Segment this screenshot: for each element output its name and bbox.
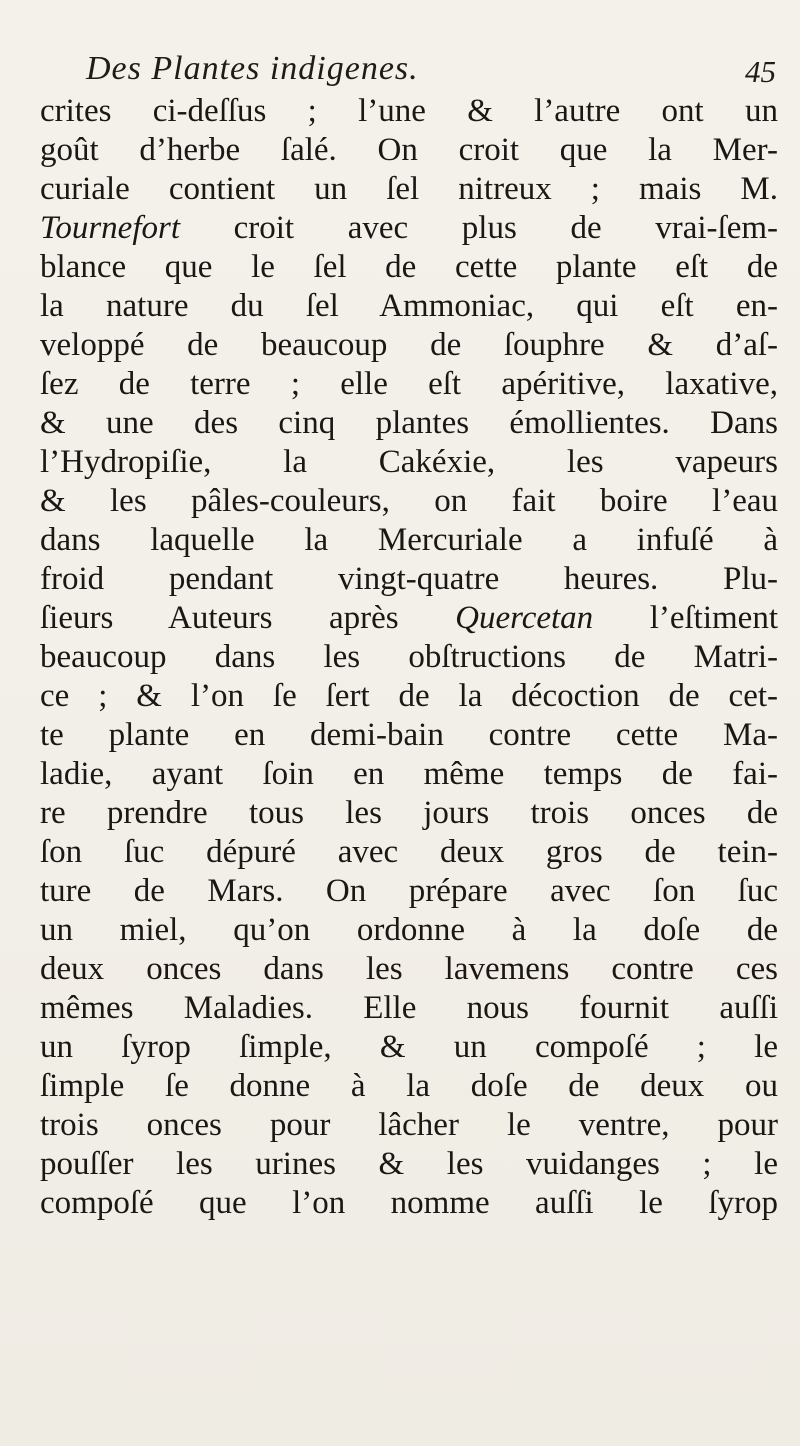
text-line: ce ; & l’on ſe ſert de la décoction de cet- xyxy=(40,678,778,714)
text-line: un miel, qu’on ordonne à la doſe de xyxy=(40,912,778,948)
body-text xyxy=(40,92,778,1223)
text-line: veloppé de beaucoup de ſouphre & d’aſ- xyxy=(40,327,778,363)
text-line: la nature du ſel Ammoniac, qui eſt en- xyxy=(40,288,778,324)
text-line: ſon ſuc dépuré avec deux gros de tein- xyxy=(40,834,778,870)
text-line: ſieurs Auteurs après Quercetan l’eſtiment xyxy=(40,600,778,636)
text-line: beaucoup dans les obſtructions de Matri- xyxy=(40,639,778,675)
text-line: ture de Mars. On prépare avec ſon ſuc xyxy=(40,873,778,909)
text-line: ſimple ſe donne à la doſe de deux ou xyxy=(40,1068,778,1104)
text-line: blance que le ſel de cette plante eſt de xyxy=(40,249,778,285)
text-line: compoſé que l’on nomme auſſi le ſyrop xyxy=(40,1185,778,1221)
author-name: Tournefort xyxy=(40,210,180,246)
text-line: curiale contient un ſel nitreux ; mais M. xyxy=(40,171,778,207)
text-line: ſez de terre ; elle eſt apéritive, laxative, xyxy=(40,366,778,402)
text-line: te plante en demi-bain contre cette Ma- xyxy=(40,717,778,753)
text-line: crites ci-deſſus ; l’une & l’autre ont un xyxy=(40,93,778,129)
text-line: dans laquelle la Mercuriale a infuſé à xyxy=(40,522,778,558)
text-line: trois onces pour lâcher le ventre, pour xyxy=(40,1107,778,1143)
text-line: ladie, ayant ſoin en même temps de fai- xyxy=(40,756,778,792)
running-title: Des Plantes indigenes. xyxy=(86,50,419,87)
text-line: deux onces dans les lavemens contre ces xyxy=(40,951,778,987)
text-line: Tournefort croit avec plus de vrai-ſem- xyxy=(40,210,778,246)
text-line: re prendre tous les jours trois onces de xyxy=(40,795,778,831)
text-line: froid pendant vingt-quatre heures. Plu- xyxy=(40,561,778,597)
text-line: goût d’herbe ſalé. On croit que la Mer- xyxy=(40,132,778,168)
author-name: Quercetan xyxy=(455,600,594,636)
text-line: un ſyrop ſimple, & un compoſé ; le xyxy=(40,1029,778,1065)
text-line: l’Hydropiſie, la Cakéxie, les vapeurs xyxy=(40,444,778,480)
text-line: & les pâles-couleurs, on fait boire l’eau xyxy=(40,483,778,519)
page-number: 45 xyxy=(745,54,776,89)
text-line: mêmes Maladies. Elle nous fournit auſſi xyxy=(40,990,778,1026)
text-line: pouſſer les urines & les vuidanges ; le xyxy=(40,1146,778,1182)
text-line: & une des cinq plantes émollientes. Dans xyxy=(40,405,778,441)
